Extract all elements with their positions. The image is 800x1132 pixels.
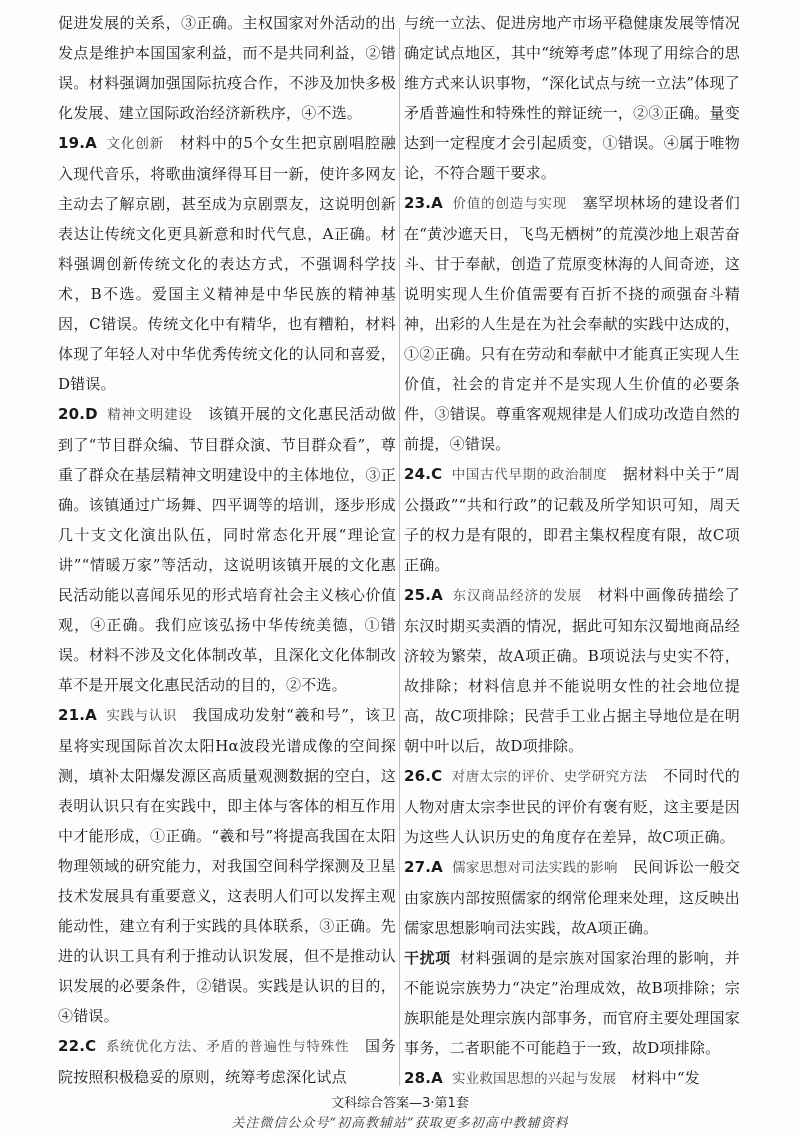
answer-topic: 东汉商品经济的发展	[452, 588, 583, 604]
answer-number: 27.A	[404, 858, 443, 876]
answer-topic: 精神文明建设	[107, 407, 193, 423]
answer-19	[58, 128, 396, 399]
answer-topic: 实践与认识	[106, 708, 177, 724]
answer-22-continued: 与统一立法、促进房地产市场平稳健康发展等情况确定试点地区，其中“统筹考虑”体现了用综合的思维方式来认识事物，“深化试点与统一立法”体现了矛盾普遍性和特殊性的辩证统一，②③正确。量变达到一定程度才会引起质变，①错误。④属于唯物论，不符合题干要求。	[404, 14, 740, 182]
answer-text: 不同时代的人物对唐太宗李世民的评价有褒有贬，这主要是因为这些人认识历史的角度存在差异，故C项正确。	[404, 767, 740, 846]
answer-text: 国务院按照积极稳妥的原则，统筹考虑深化试点	[58, 1037, 396, 1086]
answer-number: 21.A	[58, 706, 97, 724]
answer-22	[58, 1031, 396, 1092]
answer-24	[404, 459, 740, 580]
answer-25	[404, 580, 740, 761]
answer-text: 我国成功发射“羲和号”，该卫星将实现国际首次太阳Hα波段光谱成像的空间探测，填补太阳爆发源区高质量观测数据的空白，这表明认识只有在实践中，即主体与客体的相互作用中才能形成，①正确。“羲和号”将提高我国在太阳物理领域的研究能力，对我国空间科学探测及卫星技术发展具有重要意义，这表明人们可以发挥主观能动性，建立有利于实践的具体联系，③正确。先进的认识工具有利于推动认识发展，但不是推动认识发展的必要条件，②错误。实践是认识的目的，④错误。	[58, 706, 396, 1025]
answer-text: 材料中画像砖描绘了东汉时期买卖酒的情况，据此可知东汉蜀地商品经济较为繁荣，故A项正确。B项说法与史实不符，故排除；材料信息并不能说明女性的社会地位提高，故C项排除；民营手工业占据主导地位是在明朝中叶以后，故D项排除。	[404, 586, 740, 755]
answer-text: 该镇开展的文化惠民活动做到了“节目群众编、节目群众演、节目群众看”，尊重了群众在基层精神文明建设中的主体地位，③正确。该镇通过广场舞、四平调等的培训，逐步形成几十支文化演出队伍，同时常态化开展“理论宣讲”“情暖万家”等活动，这说明该镇开展的文化惠民活动能以喜闻乐见的形式培育社会主义核心价值观，④正确。我们应该弘扬中华传统美德，①错误。材料不涉及文化体制改革，且深化文化体制改革不是开展文化惠民活动的目的，②不选。	[58, 405, 396, 694]
answer-text: 材料中“发	[631, 1069, 700, 1087]
answer-number: 28.A	[404, 1069, 443, 1087]
column-divider	[399, 28, 400, 1086]
answer-21	[58, 700, 396, 1031]
interference-label: 干扰项	[404, 949, 451, 967]
answer-topic: 实业救国思想的兴起与发展	[451, 1071, 617, 1087]
answer-23	[404, 188, 740, 459]
answer-number: 19.A	[58, 134, 97, 152]
right-column	[404, 8, 740, 1094]
interference-note	[404, 943, 740, 1063]
answer-number: 25.A	[404, 586, 443, 604]
answer-27	[404, 852, 740, 943]
answer-number: 22.C	[58, 1037, 97, 1055]
left-column	[58, 8, 396, 1094]
answer-number: 26.C	[404, 767, 443, 785]
promo-line: 关注微信公众号“初高教辅站”获取更多初高中教辅资料	[231, 1116, 569, 1131]
answer-topic: 价值的创造与实现	[452, 196, 567, 212]
answer-20	[58, 399, 396, 700]
answer-number: 20.D	[58, 405, 98, 423]
answer-number: 24.C	[404, 465, 443, 483]
answer-topic: 文化创新	[106, 136, 165, 152]
answer-text: 民间诉讼一般交由家族内部按照儒家的纲常伦理来处理，这反映出儒家思想影响司法实践，故A项正确。	[404, 858, 740, 937]
answer-topic: 中国古代早期的政治制度	[451, 467, 608, 483]
answer-text: 塞罕坝林场的建设者们在“黄沙遮天日，飞鸟无栖树”的荒漠沙地上艰苦奋斗、甘于奉献，创造了荒原变林海的人间奇迹，这说明实现人生价值需要有百折不挠的顽强奋斗精神，出彩的人生是在为社会奉献的实践中达成的，①②正确。只有在劳动和奉献中才能真正实现人生价值，社会的肯定并不是实现人生价值的必要条件，③错误。尊重客观规律是人们成功改造自然的前提，④错误。	[404, 194, 740, 453]
page-footer: 文科综合答案—3·第1套	[331, 1096, 469, 1111]
answer-topic: 系统优化方法、矛盾的普遍性与特殊性	[105, 1039, 350, 1055]
answer-28	[404, 1063, 740, 1094]
answer-topic: 对唐太宗的评价、史学研究方法	[451, 769, 648, 785]
answer-18-continued: 促进发展的关系，③正确。主权国家对外活动的出发点是维护本国国家利益，而不是共同利益，②错误。材料强调加强国际抗疫合作，不涉及加快多极化发展、建立国际政治经济新秩序，④不选。	[58, 14, 396, 122]
answer-text: 材料中的5个女生把京剧唱腔融入现代音乐，将歌曲演绎得耳目一新，使许多网友主动去了解京剧，甚至成为京剧票友，这说明创新表达让传统文化更具新意和时代气息，A正确。材料强调创新传统文化的表达方式，不强调科学技术，B不选。爱国主义精神是中华民族的精神基因，C错误。传统文化中有精华，也有糟粕，材料体现了年轻人对中华优秀传统文化的认同和喜爱，D错误。	[58, 134, 396, 393]
answer-number: 23.A	[404, 194, 443, 212]
answer-topic: 儒家思想对司法实践的影响	[452, 860, 618, 876]
interference-text: 材料强调的是宗族对国家治理的影响，并不能说宗族势力“决定”治理成效，故B项排除；宗族职能是处理宗族内部事务，而官府主要处理国家事务，二者职能不可能趋于一致，故D项排除。	[404, 949, 740, 1057]
answer-text: 据材料中关于“周公摄政”“共和行政”的记载及所学知识可知，周天子的权力是有限的，即君主集权程度有限，故C项正确。	[404, 465, 740, 574]
answer-26	[404, 761, 740, 852]
